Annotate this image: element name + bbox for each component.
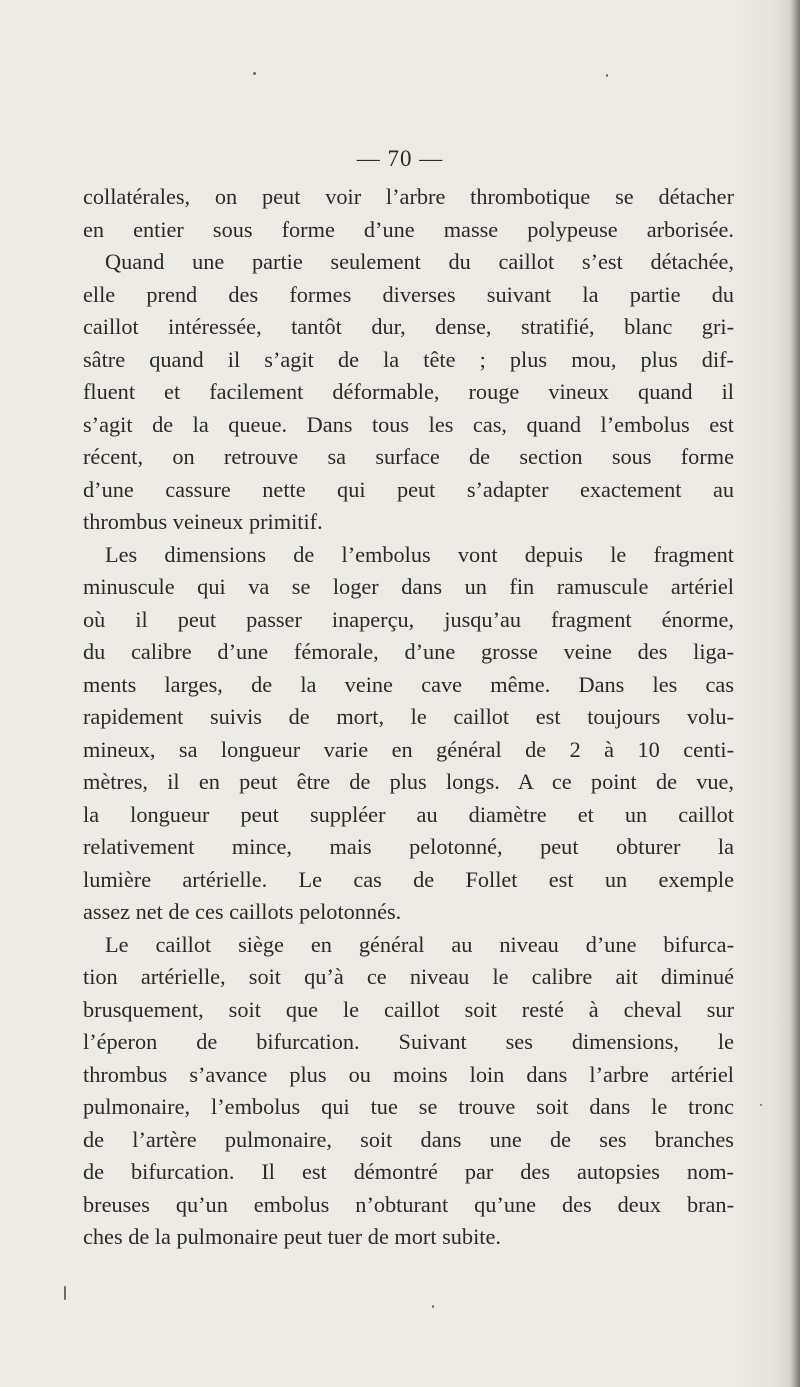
text-line: de l’artère pulmonaire, soit dans une de ses branches	[83, 1126, 734, 1152]
scan-speck	[64, 1286, 66, 1300]
text-line: breuses qu’un embolus n’obturant qu’une des deux bran-	[83, 1191, 734, 1217]
text-line: tion artérielle, soit qu’à ce niveau le calibre ait diminué	[83, 964, 734, 989]
text-line: la longueur peut suppléer au diamètre et un caillot	[83, 801, 734, 827]
scan-speck	[253, 72, 256, 75]
text-line: d’une cassure nette qui peut s’adapter exactement au	[83, 476, 734, 502]
text-line: minuscule qui va se loger dans un fin ramuscule artériel	[83, 574, 734, 599]
paragraph-end-line: ches de la pulmonaire peut tuer de mort subite.	[83, 1224, 501, 1249]
scan-speck	[760, 1104, 762, 1106]
text-line: l’éperon de bifurcation. Suivant ses dimensions, le	[83, 1029, 734, 1054]
text-line: pulmonaire, l’embolus qui tue se trouve soit dans le tronc	[83, 1094, 734, 1119]
text-line: relativement mince, mais pelotonné, peut obturer la	[83, 834, 734, 859]
text-line: fluent et facilement déformable, rouge vineux quand il	[83, 379, 734, 404]
text-line: lumière artérielle. Le cas de Follet est un exemple	[83, 866, 734, 892]
page-edge-shadow	[790, 0, 800, 1387]
paragraph-start-line: Quand une partie seulement du caillot s’est détachée,	[105, 249, 734, 274]
text-line: où il peut passer inaperçu, jusqu’au fragment énorme,	[83, 606, 734, 632]
text-line: mètres, il en peut être de plus longs. A ce point de vue,	[83, 769, 734, 794]
page-number: — 70 —	[356, 146, 444, 171]
text-line: sâtre quand il s’agit de la tête ; plus mou, plus dif-	[83, 346, 734, 372]
text-line: de bifurcation. Il est démontré par des autopsies nom-	[83, 1159, 734, 1184]
scan-speck	[432, 1305, 434, 1308]
text-line: caillot intéressée, tantôt dur, dense, stratifié, blanc gri-	[83, 314, 734, 339]
paragraph-start-line: Le caillot siège en général au niveau d’une bifurca-	[105, 931, 734, 957]
scan-speck	[606, 74, 608, 77]
text-line: brusquement, soit que le caillot soit resté à cheval sur	[83, 996, 734, 1022]
paragraph-end-line: assez net de ces caillots pelotonnés.	[83, 899, 402, 924]
text-line: en entier sous forme d’une masse polypeuse arborisée.	[83, 216, 734, 242]
body-text	[83, 181, 734, 1254]
text-line: ments larges, de la veine cave même. Dans les cas	[83, 671, 734, 697]
text-line: elle prend des formes diverses suivant la partie du	[83, 281, 734, 307]
text-line: collatérales, on peut voir l’arbre thrombotique se détacher	[83, 184, 734, 209]
text-line: s’agit de la queue. Dans tous les cas, quand l’embolus est	[83, 411, 734, 437]
text-line: rapidement suivis de mort, le caillot est toujours volu-	[83, 704, 734, 729]
text-line: thrombus s’avance plus ou moins loin dans l’arbre artériel	[83, 1061, 734, 1087]
text-line: du calibre d’une fémorale, d’une grosse veine des liga-	[83, 639, 734, 664]
paragraph-end-line: thrombus veineux primitif.	[83, 509, 323, 534]
text-line: récent, on retrouve sa surface de section sous forme	[83, 444, 734, 469]
text-line: mineux, sa longueur varie en général de 2 à 10 centi-	[83, 736, 734, 762]
paragraph-start-line: Les dimensions de l’embolus vont depuis le fragment	[105, 541, 734, 567]
